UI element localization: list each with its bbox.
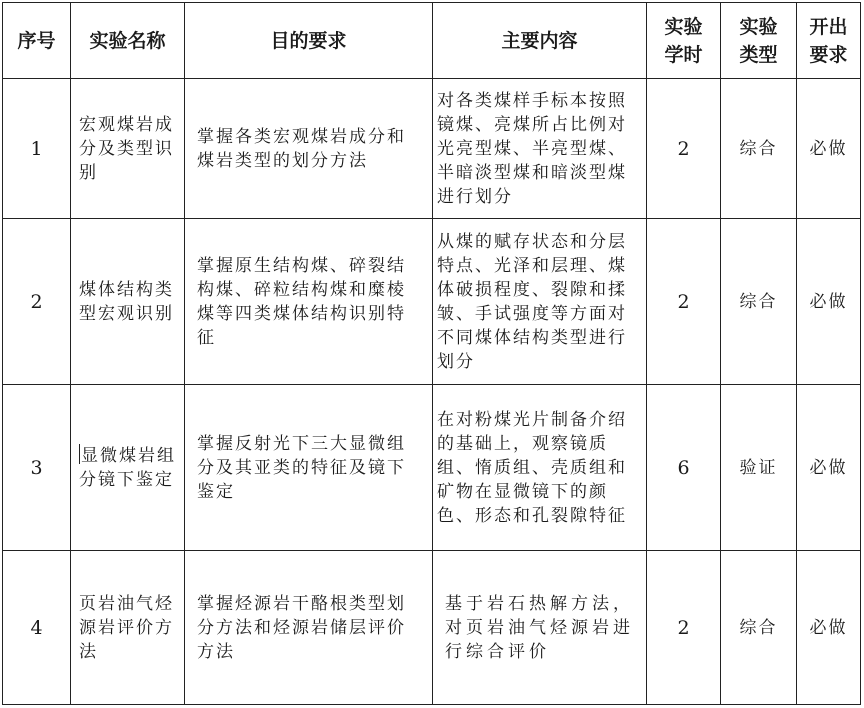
table-row (3, 219, 861, 385)
cell-seq: 3 (3, 385, 71, 551)
header-name: 实验名称 (71, 3, 185, 79)
cell-req: 必做 (797, 551, 861, 705)
cell-hours: 2 (647, 551, 721, 705)
cell-hours: 2 (647, 219, 721, 385)
header-type (721, 3, 797, 79)
cell-name: 煤体结构类型宏观识别 (71, 219, 185, 385)
cell-name: 页岩油气烃源岩评价方法 (71, 551, 185, 705)
cell-type: 综合 (721, 551, 797, 705)
cell-content: 从煤的赋存状态和分层特点、光泽和层理、煤体破损程度、裂隙和揉皱、手试强度等方面对不同煤体结构类型进行划分 (433, 219, 647, 385)
header-req-line2: 要求 (809, 43, 848, 66)
cell-name (71, 385, 185, 551)
header-req (797, 3, 861, 79)
cell-content: 基于岩石热解方法，对页岩油气烃源岩进行综合评价 (433, 551, 647, 705)
header-hours-line1: 实验 (664, 15, 703, 38)
cell-req: 必做 (797, 219, 861, 385)
cell-req: 必做 (797, 385, 861, 551)
header-req-line1: 开出 (809, 15, 848, 38)
cell-content: 在对粉煤光片制备介绍的基础上，观察镜质组、惰质组、壳质组和矿物在显微镜下的颜色、形态和孔裂隙特征 (433, 385, 647, 551)
header-type-line1: 实验 (739, 15, 778, 38)
table-row (3, 385, 861, 551)
cell-goal: 掌握各类宏观煤岩成分和煤岩类型的划分方法 (185, 79, 433, 219)
header-content: 主要内容 (433, 3, 647, 79)
header-hours-line2: 学时 (664, 43, 703, 66)
header-hours (647, 3, 721, 79)
cell-req: 必做 (797, 79, 861, 219)
table-row (3, 79, 861, 219)
header-type-line2: 类型 (739, 43, 778, 66)
cell-goal: 掌握原生结构煤、碎裂结构煤、碎粒结构煤和糜棱煤等四类煤体结构识别特征 (185, 219, 433, 385)
header-goal: 目的要求 (185, 3, 433, 79)
cell-hours: 2 (647, 79, 721, 219)
cell-seq: 4 (3, 551, 71, 705)
cell-type: 验证 (721, 385, 797, 551)
header-seq: 序号 (3, 3, 71, 79)
cell-type: 综合 (721, 79, 797, 219)
header-row (3, 3, 861, 79)
cell-seq: 1 (3, 79, 71, 219)
cell-seq: 2 (3, 219, 71, 385)
cell-goal: 掌握反射光下三大显微组分及其亚类的特征及镜下鉴定 (185, 385, 433, 551)
cell-type: 综合 (721, 219, 797, 385)
experiment-table (2, 2, 861, 705)
cell-hours: 6 (647, 385, 721, 551)
cell-name-text[interactable]: 显微煤岩组分镜下鉴定 (79, 445, 176, 490)
cell-goal: 掌握烃源岩干酪根类型划分方法和烃源岩储层评价方法 (185, 551, 433, 705)
cell-name: 宏观煤岩成分及类型识别 (71, 79, 185, 219)
cell-content: 对各类煤样手标本按照镜煤、亮煤所占比例对光亮型煤、半亮型煤、半暗淡型煤和暗淡型煤进行划分 (433, 79, 647, 219)
text-cursor (79, 444, 80, 464)
table-row (3, 551, 861, 705)
